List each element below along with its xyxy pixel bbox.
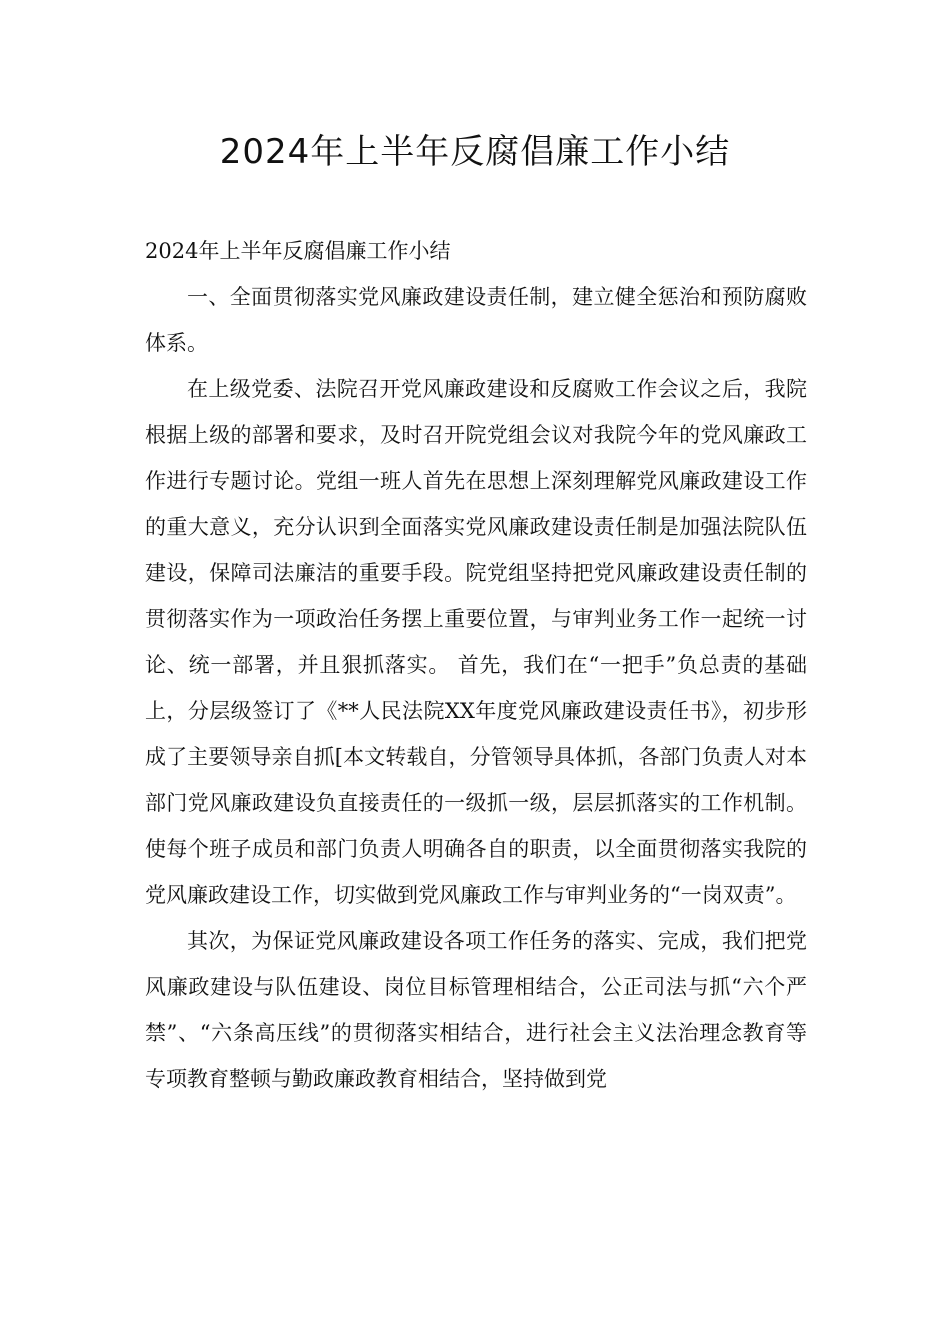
document-body [145, 228, 807, 1102]
body-paragraph: 在上级党委、法院召开党风廉政建设和反腐败工作会议之后，我院根据上级的部署和要求，及时召开院党组会议对我院今年的党风廉政工作进行专题讨论。党组一班人首先在思想上深刻理解党风廉政建设工作的重大意义，充分认识到全面落实党风廉政建设责任制是加强法院队伍建设，保障司法廉洁的重要手段。院党组坚持把党风廉政建设责任制的贯彻落实作为一项政治任务摆上重要位置，与审判业务工作一起统一讨论、统一部署，并且狠抓落实。 首先，我们在“一把手”负总责的基础上，分层级签订了《**人民法院XX年度党风廉政建设责任书》，初步形成了主要领导亲自抓[本文转载自，分管领导具体抓，各部门负责人对本部门党风廉政建设负直接责任的一级抓一级，层层抓落实的工作机制。使每个班子成员和部门负责人明确各自的职责，以全面贯彻落实我院的党风廉政建设工作，切实做到党风廉政工作与审判业务的“一岗双责”。 [145, 377, 807, 907]
body-subtitle: 2024年上半年反腐倡廉工作小结 [145, 239, 451, 263]
body-paragraph: 其次，为保证党风廉政建设各项工作任务的落实、完成，我们把党风廉政建设与队伍建设、岗位目标管理相结合，公正司法与抓“六个严禁”、“六条高压线”的贯彻落实相结合，进行社会主义法治理念教育等专项教育整顿与勤政廉政教育相结合，坚持做到党 [145, 929, 807, 1091]
document-title: 2024年上半年反腐倡廉工作小结 [219, 132, 731, 172]
section-heading: 一、全面贯彻落实党风廉政建设责任制，建立健全惩治和预防腐败体系。 [145, 285, 807, 355]
